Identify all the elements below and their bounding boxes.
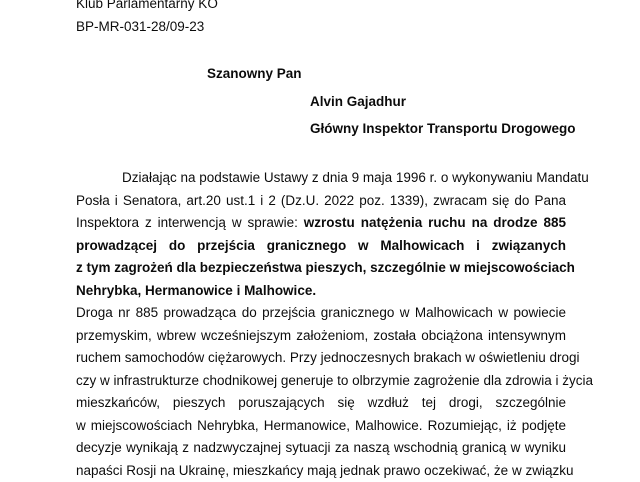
paragraph-line: w miejscowościach Nehrybka, Hermanowice, Malhowice. Rozumiejąc, iż podjęte: [76, 415, 566, 438]
paragraph-line: [76, 212, 566, 235]
paragraph-line: napaści Rosji na Ukrainę, mieszkańcy mają jednak prawo oczekiwać, że w związku: [76, 460, 566, 482]
salutation: Szanowny Pan: [207, 66, 302, 82]
addressee-name: Alvin Gajadhur: [310, 94, 406, 110]
paragraph-intervention: [76, 167, 566, 302]
paragraph-line: mieszkańców, pieszych poruszających się wzdłuż tej drogi, szczególnie: [76, 392, 566, 415]
paragraph-line: Posła i Senatora, art.20 ust.1 i 2 (Dz.U. 2022 poz. 1339), zwracam się do Pana: [76, 190, 566, 213]
paragraph-line: decyzje wynikają z nadzwyczajnej sytuacji za naszą wschodnią granicą w wyniku: [76, 437, 566, 460]
club-name: Klub Parlamentarny KO: [76, 0, 218, 12]
paragraph-line: Nehrybka, Hermanowice i Malhowice.: [76, 280, 566, 303]
reference-number: BP-MR-031-28/09-23: [76, 19, 204, 35]
paragraph-line: z tym zagrożeń dla bezpieczeństwa pieszych, szczególnie w miejscowościach: [76, 257, 566, 280]
paragraph-line: Działając na podstawie Ustawy z dnia 9 maja 1996 r. o wykonywaniu Mandatu: [76, 167, 566, 190]
paragraph-text: Inspektora z interwencją w sprawie:: [76, 215, 304, 230]
paragraph-description: [76, 302, 566, 482]
paragraph-line: czy w infrastrukturze chodnikowej generuje to olbrzymie zagrożenie dla zdrowia i życia: [76, 370, 566, 393]
paragraph-line: przemyskim, wbrew wcześniejszym założeniom, została obciążona intensywnym: [76, 325, 566, 348]
paragraph-bold-text: wzrostu natężenia ruchu na drodze 885: [304, 215, 566, 230]
addressee-title: Główny Inspektor Transportu Drogowego: [310, 121, 576, 137]
paragraph-line: Droga nr 885 prowadząca do przejścia granicznego w Malhowicach w powiecie: [76, 302, 566, 325]
paragraph-line: prowadzącej do przejścia granicznego w Malhowicach i związanych: [76, 235, 566, 258]
paragraph-line: ruchem samochodów ciężarowych. Przy jednoczesnych brakach w oświetleniu drogi: [76, 347, 566, 370]
